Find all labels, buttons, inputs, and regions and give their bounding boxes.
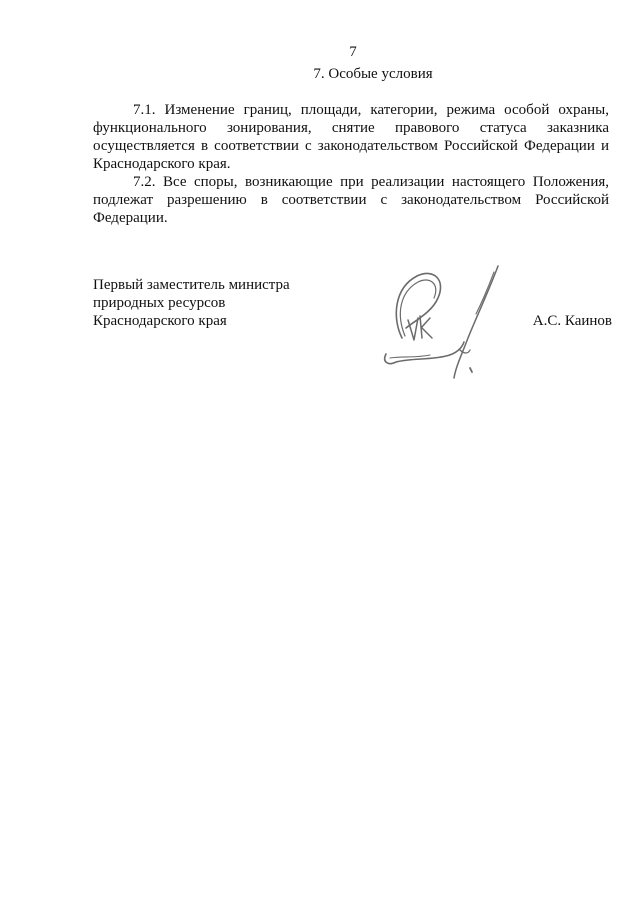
signer-position	[93, 276, 290, 330]
page-number: 7	[349, 44, 357, 60]
signer-name: А.С. Каинов	[532, 313, 612, 329]
paragraph-7-1	[93, 101, 609, 173]
section-title: 7. Особые условия	[313, 66, 433, 82]
paragraph-text: 7.1. Изменение границ, площади, категории, режима особой охраны, функционального зонирования, снятие правового статуса заказника осуществляется в соответствии с законодательством Российской Федерации и Краснодарского края.	[93, 102, 609, 172]
signer-position-line: Краснодарского края	[93, 313, 227, 329]
paragraph-text: 7.2. Все споры, возникающие при реализации настоящего Положения, подлежат разрешению в соответствии с законодательством Российской Федерации.	[93, 174, 609, 226]
signer-position-line: Первый заместитель министра	[93, 277, 290, 293]
paragraph-7-2	[93, 173, 609, 227]
signer-position-line: природных ресурсов	[93, 295, 226, 311]
handwritten-signature	[372, 258, 512, 388]
